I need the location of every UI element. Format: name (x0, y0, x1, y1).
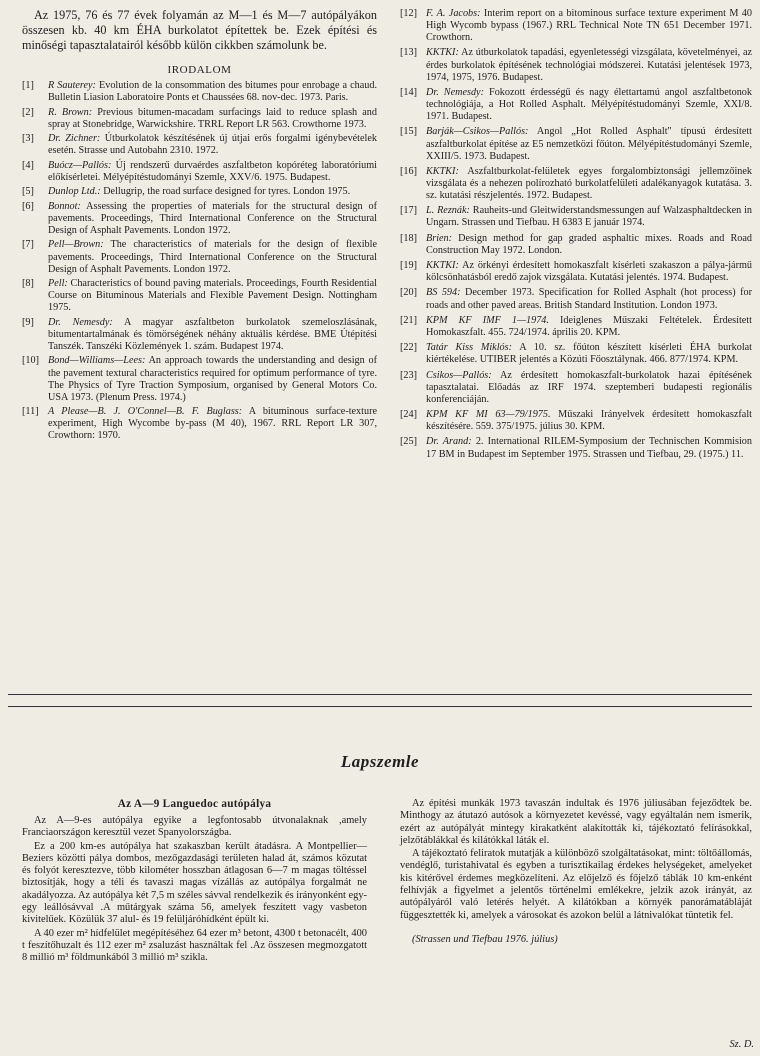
reference-author: KKTKI: (426, 260, 459, 272)
article-title: Az A—9 Languedoc autópálya (117, 798, 272, 810)
reference-text (426, 87, 752, 123)
reference-number: [12] (400, 8, 417, 19)
reference-text (426, 205, 752, 229)
reference-item (400, 166, 752, 202)
reference-text (48, 355, 377, 403)
reference-item (400, 287, 752, 311)
article-paragraph: Az építési munkák 1973 tavaszán indultak és 1976 júliusában fejeződtek be. Minthogy az átutazó autósok a környezetet kevéssé, vagy egyáltalán nem ismerik, ezért az autópályát mintegy kirakatként alakították ki, tájékoztató felírásokkal, jelzőtáblákkal és kilátókkal láták el. (400, 798, 752, 846)
reference-number: [16] (400, 165, 417, 177)
reference-text (48, 133, 377, 157)
reference-item (400, 8, 752, 44)
reference-text (426, 260, 752, 284)
reference-number: [13] (400, 47, 417, 59)
reference-text (426, 287, 752, 311)
reference-body: A magyar aszfaltbeton burkolatok szemeloszlásának, bitumentartalmának és tömörségének néhány aktuális kérdése. BME Útépítési Tanszék. Tanszéki Közlemények 1. szám. Budapest 1974. (48, 316, 378, 352)
references-list-right (400, 0, 752, 461)
reference-number: [19] (400, 260, 417, 272)
reference-author: KPM KF IMF 1—1974. (426, 314, 549, 326)
reference-number: [7] (22, 239, 34, 251)
reference-item (22, 186, 377, 198)
reference-number: [23] (400, 369, 417, 381)
reference-text (426, 370, 752, 406)
reference-text (426, 166, 752, 202)
reference-body: Új rendszerű durvaérdes aszfaltbeton kopóréteg laboratóriumi előkísérletei. Mélyépítéstudományi Szemle, XXV/6. 1975. Budapest. (48, 159, 377, 183)
reference-item (400, 47, 752, 83)
reference-text (48, 107, 377, 131)
reference-body: December 1973. Specification for Rolled Asphalt (hot process) for roads and other paved areas. British Standard Institution. London 1973. (426, 287, 752, 311)
reference-number: [14] (400, 86, 417, 98)
reference-text (48, 317, 377, 353)
reference-number: [20] (400, 287, 417, 299)
reference-body: Műszaki Irányelvek érdesített homokaszfalt készítésére. 559. 375/1975. július 30. KPM. (426, 409, 752, 433)
reference-author: Pell—Brown: (48, 239, 104, 251)
reference-item (22, 239, 377, 275)
divider-line (8, 706, 752, 707)
right-column-top (400, 0, 752, 464)
reference-item (400, 87, 752, 123)
reference-body: Interim report on a bitominous surface texture experiment M 40 High Wycomb bypass (1967.) RRL Technical Note TN 651 December 1971. Crowthorn. (426, 8, 752, 44)
reference-body: Az örkényi érdesített homokaszfalt kísérleti szakaszon a pálya-jármű kölcsönhatásból eredő zajok vizsgálata. Kutatási jelentés. 1974. Budapest. (426, 260, 752, 284)
reference-author: Buócz—Pallós: (48, 159, 112, 171)
reference-item (22, 406, 377, 442)
reference-item (400, 233, 752, 257)
reference-author: R. Brown: (48, 106, 93, 118)
reference-body: Az útburkolatok tapadási, egyenletességi vizsgálata, követelményei, az érdes burkolatok építésének technológiai módszerei. Kutatási jelentések 1973, 1974, 1975, 1976. Budapest. (426, 47, 752, 83)
article-paragraph: Az A—9-es autópálya egyike a legfontosabb útvonalaknak ,amely Franciaországon keresztül vezet Spanyolországba. (22, 815, 367, 839)
reference-author: Barják—Csikos—Pallós: (426, 126, 529, 138)
references-list-left (22, 80, 377, 443)
article-paragraph: A 40 ezer m² hídfelület megépítéséhez 64 ezer m³ betont, 4300 t betonacélt, 400 t feszítőhuzalt és 112 ezer m² zsaluzást használtak fel .Az összesen megmozgatott 8 millió m³ földmunkából 3 millió m³ szikla. (22, 927, 367, 964)
reference-author: F. A. Jacobs: (426, 8, 481, 19)
reference-body: Fokozott érdességű és nagy élettartamú angol aszfaltbetonok technológiája, a Hot Rolled Asphalt. Mélyépítéstudományi Szemle, XXI/8. 1971. Budapest. (426, 86, 752, 123)
reference-item (22, 107, 377, 131)
reference-author: KKTKI: (426, 47, 459, 59)
reference-body: The characteristics of materials for the design of flexible pavements. Proceedings, Third International Conference on the Structural Design of Asphalt Pavements. London 1972. (48, 239, 377, 275)
reference-body: Angol „Hot Rolled Asphalt" típusú érdesített aszfaltburkolat építése az E5 nemzetközi főúton. Mélyépítéstudományi Szemle, XXIII/5. 1973. Budapest. (426, 126, 752, 162)
reference-body: Ideiglenes Műszaki Feltételek. Érdesített Homokaszfalt. 455. 724/1974. április 20. KPM. (426, 314, 752, 338)
reference-author: L. Reznák: (426, 205, 470, 217)
reference-number: [1] (22, 80, 34, 91)
reference-body: Az érdesített homokaszfalt-burkolatok hazai építésének tapasztalatai. Előadás az IRF 1974. szeptemberi budapesti regionális konferenciáján. (426, 369, 752, 405)
reference-body: 2. International RILEM-Symposium der Technischen Kommision 17 BM in Budapest im September 1975. Strassen und Tiefbau, 29. (1975.) 11. (426, 436, 752, 460)
reference-item (400, 436, 752, 460)
reference-item (400, 126, 752, 162)
reference-body: Evolution de la consommation des bitumes pour enrobage a chaud. Bulletin Liasion Laboratoire Ponts et Chaussées 68. nov-dec. 1973. Paris. (48, 80, 377, 104)
reference-item (400, 260, 752, 284)
reference-text (48, 186, 377, 198)
reference-text (48, 278, 377, 314)
reference-number: [15] (400, 126, 417, 138)
reference-item (22, 355, 377, 403)
intro-paragraph: Az 1975, 76 és 77 évek folyamán az M—1 és M—7 autópályákon összesen kb. 40 km ÉHA burkolatot építettek be. Ezek építési és minőségi tapasztalatairól később külön cikkben számolunk be. (22, 8, 377, 52)
article-paragraph: A tájékoztató feliratok mutatják a különböző szolgáltatásokat, mint: töltőállomás, vendéglő, turistahivatal és egyben a turisztikailag érdekes helységeket, amelyeket kis kitérővel érdemes megközelíteni. Az előjelző és főjelző táblák 10 km-enként felhívják a figyelmet a jelentős történelmi emlékekre, jelzik azok irányát, az autópályáról való letérés helyét. A kilátókban a környék panorámatábláját függesztették ki, amelyek a városokat és azokon belül a látnivalókat tüntetik fel. (400, 848, 752, 921)
reference-number: [17] (400, 205, 417, 217)
reference-author: R Sauterey: (48, 80, 96, 91)
reference-number: [10] (22, 355, 39, 367)
reference-item (400, 342, 752, 366)
reference-number: [18] (400, 232, 417, 244)
reference-text (426, 315, 752, 339)
article-paragraph: Ez a 200 km-es autópálya hat szakaszban került átadásra. A Montpellier—Beziers közötti pálya dombos, mezőgazdasági területen halad át, számos közutat és folyót keresztezve, több kilométer hosszban átlagosan 6—7 m magas töltéssel biztosítják, hogy a téli és tavaszi magas vízállás az autópálya forgalmát ne akadályozza. Az autópálya két 7,5 m széles sávval rendelkezik és irányonként egy-egy leállósávval .A műtárgyak száma 56, amelyek feszített vagy vasbeton kivitelűek. Közülük 37 alul- és 19 felüljáróhídként épült ki. (22, 840, 367, 926)
reference-author: KKTKI: (426, 165, 459, 177)
reference-author: Brien: (426, 232, 453, 244)
article-body-left (22, 815, 367, 965)
references-heading: IRODALOM (167, 64, 232, 76)
reference-author: Bonnot: (48, 200, 81, 212)
reference-number: [4] (22, 159, 34, 171)
reference-author: Dunlop Ltd.: (48, 186, 101, 198)
reference-item (400, 409, 752, 433)
reference-item (22, 133, 377, 157)
reference-body: Rauheits-und Gleitwiderstandsmessungen auf Walzasphaltdecken in Ungarn. Strassen und Tiefbau. H 6383 E január 1974. (426, 205, 752, 229)
reference-text (426, 409, 752, 433)
divider-line (8, 694, 752, 695)
reference-item (22, 80, 377, 104)
reference-text (426, 436, 752, 460)
reference-number: [11] (22, 406, 39, 418)
reference-number: [22] (400, 342, 417, 354)
reference-body: Previous bitumen-macadam surfacings laid to reduce splash and spray at Stonebridge, Warwickshire. TRRL Report LR 563. Crowthorne 1973. (48, 106, 377, 130)
reference-item (22, 317, 377, 353)
reference-number: [3] (22, 133, 34, 145)
article-column-left (22, 798, 367, 966)
article-source: (Strassen und Tiefbau 1976. július) (412, 933, 558, 945)
reference-text (426, 8, 752, 44)
reference-body: A bituminous surface-texture experiment, High Wycombe by-pass (M 40), 1967. RRL Report LR 307, Crowthorn: 1970. (48, 406, 377, 442)
article-column-right (400, 798, 752, 945)
reference-item (22, 278, 377, 314)
reference-body: Dellugrip, the road surface designed for tyres. London 1975. (100, 186, 351, 198)
reference-author: KPM KF MI 63—79/1975. (426, 409, 551, 421)
reference-author: A Please—B. J. O'Connel—B. F. Buglass: (48, 406, 243, 418)
reference-body: Design method for gap graded asphaltic mixes. Roads and Road Construction May 1972. London. (426, 232, 752, 256)
reference-author: Pell: (48, 278, 68, 290)
left-column-top (22, 0, 377, 445)
reference-text (48, 406, 377, 442)
reference-text (48, 201, 377, 237)
reference-item (400, 205, 752, 229)
reference-body: A 10. sz. főúton készített kísérleti ÉHA burkolat kiértékelése. UTIBER jelentés a Közúti Főosztálynak. 466. 877/1974. KPM. (426, 342, 753, 366)
reference-item (400, 315, 752, 339)
reference-number: [24] (400, 409, 417, 421)
reference-text (48, 80, 377, 104)
reference-text (48, 160, 377, 184)
reference-item (22, 160, 377, 184)
article-body-right (400, 798, 752, 922)
reference-number: [2] (22, 106, 34, 118)
reference-text (426, 47, 752, 83)
reference-item (400, 370, 752, 406)
reference-number: [6] (22, 200, 34, 212)
reference-number: [5] (22, 186, 34, 198)
reference-author: Dr. Zichner: (48, 133, 101, 145)
reference-author: Csikos—Pallós: (426, 369, 492, 381)
reference-number: [8] (22, 278, 34, 290)
section-title: Lapszemle (340, 752, 420, 771)
reference-author: Bond—Williams—Lees: (48, 355, 146, 367)
reference-author: Tatár Kiss Miklós: (426, 342, 512, 354)
reference-body: Characteristics of bound paving materials. Proceedings, Fourth Residential Course on Bituminous Materials and Flexible Pavement Design. Nottingham 1975. (48, 278, 377, 314)
reference-body: Aszfaltburkolat-felületek egyes forgalombiztonsági jellemzőinek vizsgálata és a nehezen polírozható burkolatfelületi adalékanyagok kutatása. 3. sz. kutatási részjelentés. 1972. Budapest. (426, 165, 752, 202)
author-signature: Sz. D. (729, 1039, 754, 1050)
reference-number: [9] (22, 316, 34, 328)
reference-number: [25] (400, 436, 417, 448)
reference-number: [21] (400, 314, 417, 326)
reference-text (426, 126, 752, 162)
reference-author: Dr. Nemesdy: (426, 86, 484, 98)
reference-text (48, 239, 377, 275)
reference-text (426, 233, 752, 257)
reference-body: An approach towards the understanding and design of the pavement textural characteristics required for optimum performance of tyre. The Physics of Tyre Traction Symposium, organised by General Motors Co. USA 1973. (Plenum Press. 1974.) (48, 355, 377, 403)
reference-body: Assessing the properties of materials for the structural design of pavements. Proceedings, Third International Conference on the Structural Design of Asphalt Pavements. London 1972. (48, 200, 377, 236)
reference-author: Dr. Nemesdy: (48, 316, 113, 328)
reference-author: BS 594: (426, 287, 461, 299)
reference-body: Útburkolatok készítésének új útjai erős forgalmi igénybevételek esetén. Strasse und Autobahn 2310. 1972. (48, 133, 377, 157)
reference-item (22, 201, 377, 237)
reference-author: Dr. Arand: (426, 436, 472, 448)
reference-text (426, 342, 752, 366)
